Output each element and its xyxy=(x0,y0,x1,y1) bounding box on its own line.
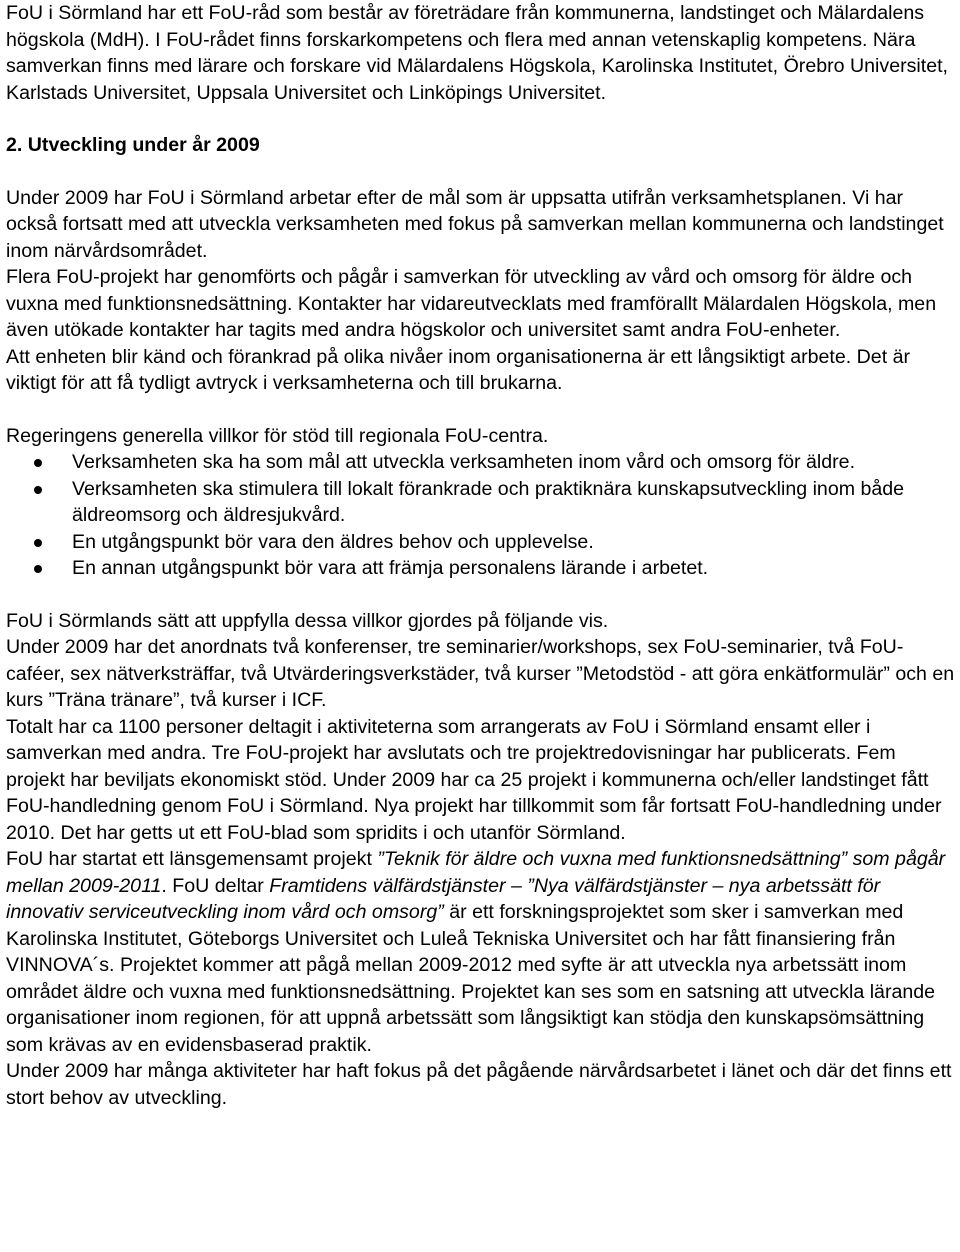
list-item-text: Verksamheten ska stimulera till lokalt förankrade och praktiknära kunskapsutveckling inom både äldreomsorg och äldresjukvård. xyxy=(72,477,905,526)
document-page xyxy=(6,0,956,1111)
section-paragraph-1: Under 2009 har FoU i Sörmland arbetar efter de mål som är uppsatta utifrån verksamhetsplanen. Vi har också fortsatt med att utveckla verksamheten med fokus på samverkan mellan kommunerna och landstinget inom närvårdsområdet. xyxy=(6,186,944,262)
section-paragraph-2: Flera FoU-projekt har genomförts och pågår i samverkan för utveckling av vård och omsorg för äldre och vuxna med funktionsnedsättning. Kontakter har vidareutvecklats med framförallt Mälardalen Högskola, men även utökade kontakter har tagits med andra högskolor och universitet samt andra FoU-enheter. xyxy=(6,266,937,341)
list-item xyxy=(6,529,956,556)
section-heading: 2. Utveckling under år 2009 xyxy=(6,134,260,156)
projects-text-e: är ett forskningsprojektet som sker i samverkan med Karolinska Institutet, Göteborgs Universitet och Luleå Tekniska Universitet och har fått finansiering från VINNOVA´s. Projektet kommer att pågå mellan 2009-2012 med syfte är att utveckla nya arbetssätt inom området äldre och vuxna med funktionsnedsättning. Projektet kan ses som en satsning att utveckla lärande organisationer inom regionen, för att uppnå arbetssätt som långsiktigt kan stödja den kunskapsömsättning som krävas av en evidensbaserad praktik. xyxy=(6,901,936,1056)
fulfilment-projects xyxy=(6,846,956,1058)
projects-text-c: . FoU deltar xyxy=(161,874,270,897)
intro-paragraph: FoU i Sörmland har ett FoU-råd som består av företrädare från kommunerna, landstinget och Mälardalens högskola (MdH). I FoU-rådet finns forskarkompetens och flera med annan vetenskaplig kompetens. Nära samverkan finns med lärare och forskare vid Mälardalens Högskola, Karolinska Institutet, Örebro Universitet, Karlstads Universitet, Uppsala Universitet och Linköpings Universitet. xyxy=(6,2,948,104)
list-item xyxy=(6,555,956,582)
list-item-text: En utgångspunkt bör vara den äldres behov och upplevelse. xyxy=(72,530,594,553)
fulfilment-activities: Under 2009 har det anordnats två konferenser, tre seminarier/workshops, sex FoU-seminarier, två FoU-caféer, sex nätverksträffar, två Utvärderingsverkstäder, två kurser ”Metodstöd - att göra enkätformulär” och en kurs ”Träna tränare”, två kurser i ICF. xyxy=(6,636,955,711)
conditions-intro: Regeringens generella villkor för stöd till regionala FoU-centra. xyxy=(6,424,549,447)
list-item-text: Verksamheten ska ha som mål att utveckla verksamheten inom vård och omsorg för äldre. xyxy=(72,451,856,473)
section-paragraph-3: Att enheten blir känd och förankrad på olika nivåer inom organisationerna är ett långsiktigt arbete. Det är viktigt för att få tydligt avtryck i verksamheterna och till brukarna. xyxy=(6,345,911,394)
fulfilment-participants: Totalt har ca 1100 personer deltagit i aktiviteterna som arrangerats av FoU i Sörmland ensamt eller i samverkan med andra. Tre FoU-projekt har avslutats och tre projektredovisningar har publicerats. Fem projekt har beviljats ekonomiskt stöd. Under 2009 har ca 25 projekt i kommunerna och/eller landstinget fått FoU-handledning genom FoU i Sörmland. Nya projekt har tillkommit som får fortsatt FoU-handledning under 2010. Det har getts ut ett FoU-blad som spridits i och utanför Sörmland. xyxy=(6,715,942,844)
project-title-teknik: ”Teknik för äldre och vuxna med funktionsnedsättning” som pågår mellan 2009-2011 xyxy=(6,848,946,897)
list-item xyxy=(6,476,956,529)
project-title-framtidens: Framtidens välfärdstjänster – ”Nya välfärdstjänster – nya arbetssätt för innovativ serviceutveckling inom vård och omsorg” xyxy=(6,874,881,923)
bullet-icon xyxy=(34,565,42,573)
conditions-list xyxy=(6,449,956,582)
list-item xyxy=(6,449,956,476)
list-item-text: En annan utgångspunkt bör vara att främja personalens lärande i arbetet. xyxy=(72,557,709,579)
fulfilment-closing: Under 2009 har många aktiviteter har haft fokus på det pågående närvårdsarbetet i länet och där det finns ett stort behov av utveckling. xyxy=(6,1060,952,1109)
bullet-icon xyxy=(34,459,42,467)
bullet-icon xyxy=(34,486,42,494)
fulfilment-intro: FoU i Sörmlands sätt att uppfylla dessa villkor gjordes på följande vis. xyxy=(6,609,609,632)
bullet-icon xyxy=(34,539,42,547)
projects-text-a: FoU har startat ett länsgemensamt projekt xyxy=(6,848,378,870)
